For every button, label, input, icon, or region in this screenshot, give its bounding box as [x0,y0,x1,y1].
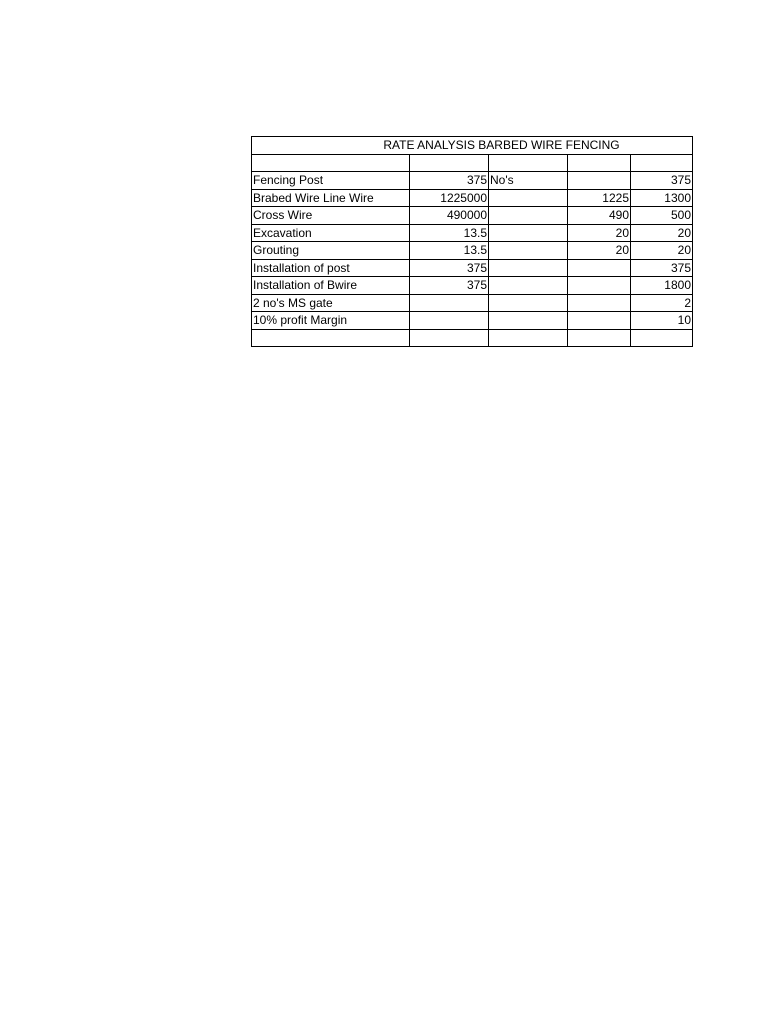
value-cell [568,329,631,347]
table-row [252,294,693,312]
value-cell: 20 [568,224,631,242]
item-cell: 2 no's MS gate [252,294,410,312]
unit-cell [489,259,568,277]
unit-cell [489,312,568,330]
value-cell: 20 [631,242,693,260]
value-cell [410,154,489,172]
value-cell [568,294,631,312]
table-row [252,242,693,260]
item-cell: Installation of post [252,259,410,277]
unit-cell [489,294,568,312]
value-cell [410,329,489,347]
table-row [252,154,693,172]
item-cell: Excavation [252,224,410,242]
rate-analysis-table [251,136,693,347]
table-row [252,277,693,295]
unit-cell [489,189,568,207]
value-cell: 2 [631,294,693,312]
value-cell: 500 [631,207,693,225]
value-cell: 1225 [568,189,631,207]
table-row [252,224,693,242]
table-row [252,312,693,330]
table-row [252,172,693,190]
item-cell: Grouting [252,242,410,260]
value-cell: 375 [631,259,693,277]
value-cell: 1225000 [410,189,489,207]
title-row [252,137,693,155]
unit-cell [489,224,568,242]
value-cell: 20 [631,224,693,242]
table-title: RATE ANALYSIS BARBED WIRE FENCING [252,137,693,155]
value-cell [568,259,631,277]
value-cell [568,172,631,190]
value-cell: 375 [410,259,489,277]
value-cell: 490 [568,207,631,225]
unit-cell [489,207,568,225]
value-cell: 490000 [410,207,489,225]
value-cell: 375 [631,172,693,190]
value-cell: 13.5 [410,224,489,242]
table-row [252,207,693,225]
value-cell: 20 [568,242,631,260]
value-cell: 375 [410,277,489,295]
value-cell [568,312,631,330]
value-cell [410,312,489,330]
unit-cell: No's [489,172,568,190]
value-cell [631,154,693,172]
item-cell: Cross Wire [252,207,410,225]
value-cell [631,329,693,347]
value-cell [568,154,631,172]
table-row [252,259,693,277]
value-cell: 10 [631,312,693,330]
value-cell: 1300 [631,189,693,207]
value-cell: 375 [410,172,489,190]
item-cell: 10% profit Margin [252,312,410,330]
item-cell [252,154,410,172]
unit-cell [489,277,568,295]
item-cell: Fencing Post [252,172,410,190]
table-row [252,189,693,207]
item-cell: Installation of Bwire [252,277,410,295]
unit-cell [489,242,568,260]
value-cell: 1800 [631,277,693,295]
item-cell: Brabed Wire Line Wire [252,189,410,207]
value-cell: 13.5 [410,242,489,260]
value-cell [410,294,489,312]
value-cell [568,277,631,295]
table-row [252,329,693,347]
unit-cell [489,154,568,172]
unit-cell [489,329,568,347]
item-cell [252,329,410,347]
